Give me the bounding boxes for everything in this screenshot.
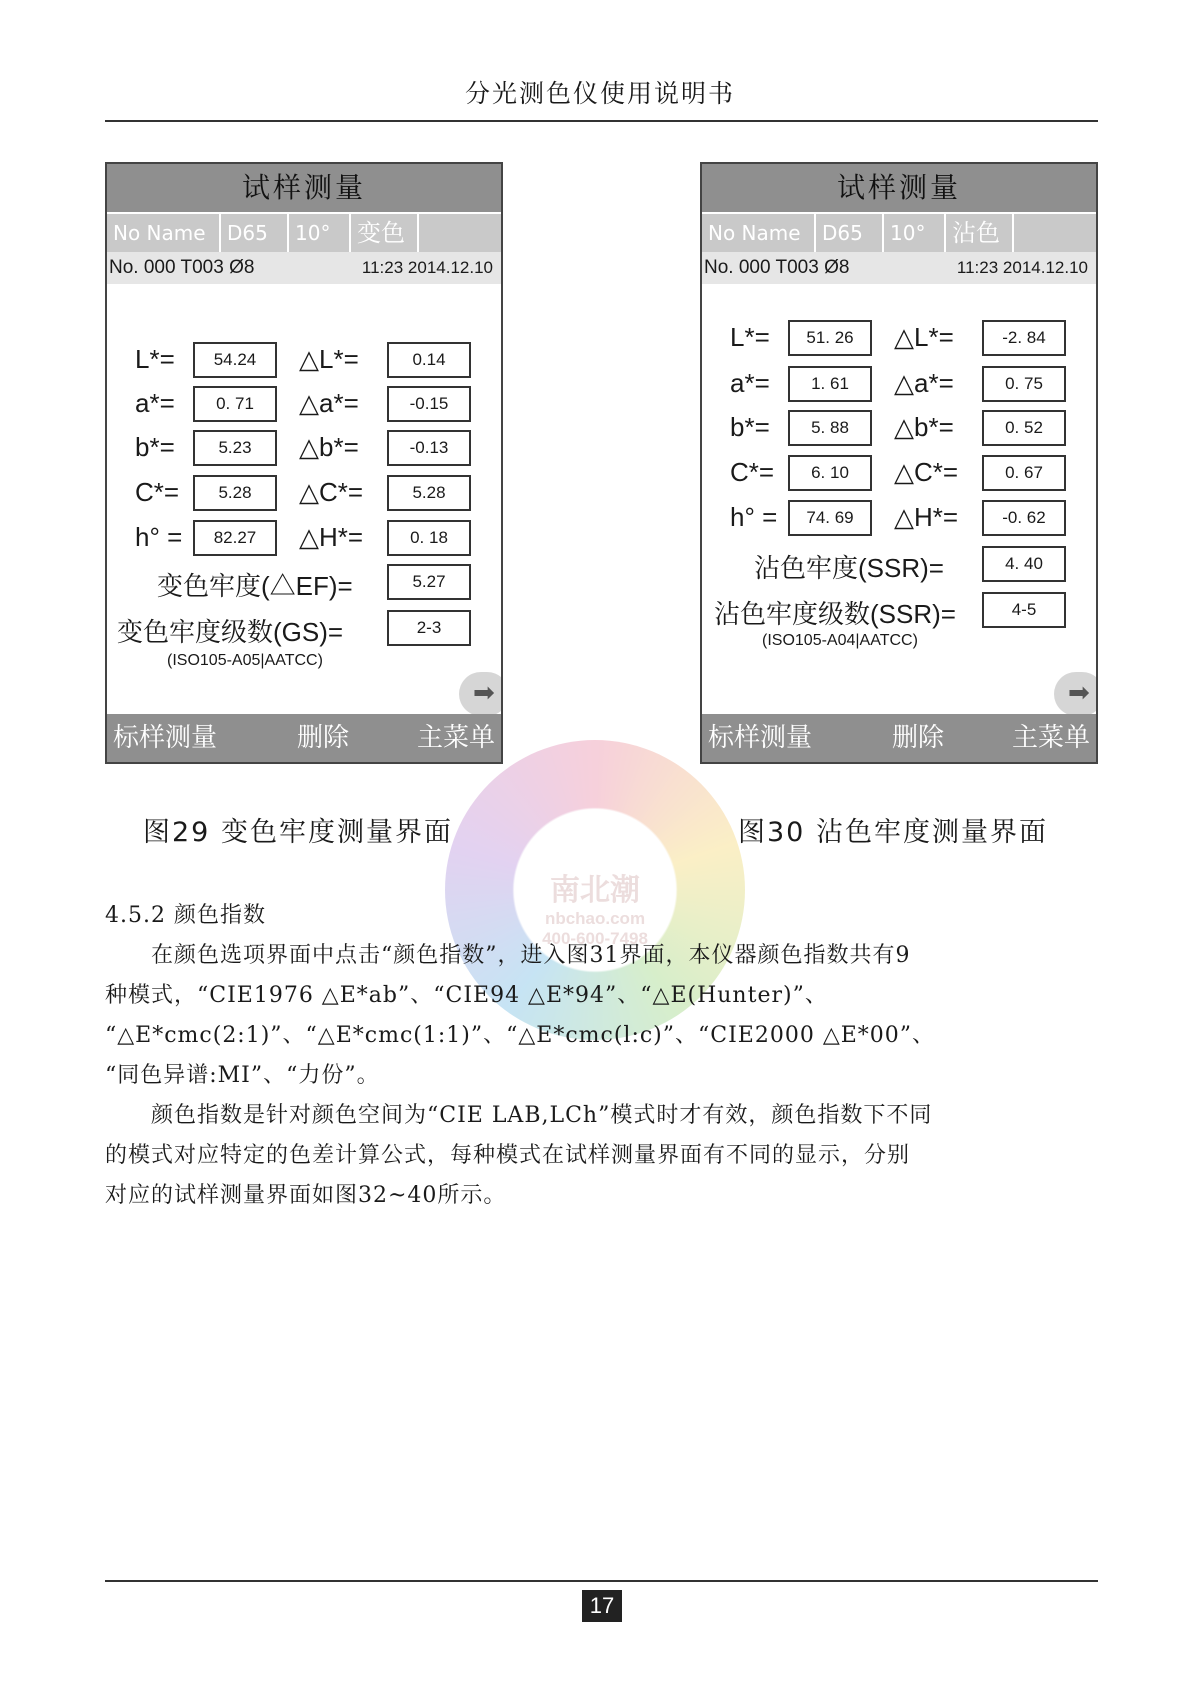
standard-measure-button[interactable]: 标样测量 — [708, 723, 813, 753]
tab-illuminant[interactable]: D65 — [221, 214, 289, 252]
da-label: △a*= — [894, 368, 954, 398]
dh-value: 0. 18 — [387, 520, 471, 556]
fastness-label: 变色牢度(△EF)= — [157, 571, 353, 601]
da-value: 0. 75 — [982, 366, 1066, 402]
l-value: 54.24 — [193, 342, 277, 378]
dc-label: △C*= — [894, 457, 959, 487]
a-label: a*= — [135, 388, 175, 418]
info-bar — [702, 252, 1096, 284]
b-label: b*= — [135, 432, 175, 462]
paragraph-line: 种模式，“CIE1976 △E*ab”、“CIE94 △E*94”、“△E(Hunter)”、 — [105, 983, 828, 1008]
screen-body — [702, 284, 1096, 720]
a-label: a*= — [730, 368, 770, 398]
db-label: △b*= — [894, 412, 954, 442]
main-menu-button[interactable]: 主菜单 — [1012, 723, 1091, 753]
footer-rule — [105, 1580, 1098, 1582]
tab-name[interactable]: No Name — [107, 214, 221, 252]
main-menu-button[interactable]: 主菜单 — [417, 723, 496, 753]
tab-illuminant[interactable]: D65 — [816, 214, 884, 252]
watermark-phone: 400-600-7498 — [542, 929, 648, 948]
b-value: 5. 88 — [788, 410, 872, 446]
h-label: h° = — [730, 502, 778, 532]
dh-value: -0. 62 — [982, 500, 1066, 536]
dc-value: 5.28 — [387, 475, 471, 511]
tab-observer[interactable]: 10° — [289, 214, 351, 252]
db-label: △b*= — [299, 432, 359, 462]
watermark-site: nbchao.com — [544, 909, 646, 928]
l-value: 51. 26 — [788, 320, 872, 356]
h-value: 74. 69 — [788, 500, 872, 536]
grade-value: 2-3 — [387, 610, 471, 646]
da-label: △a*= — [299, 388, 359, 418]
screen-title: 试样测量 — [107, 164, 501, 212]
h-label: h° = — [135, 522, 183, 552]
screen-body — [107, 284, 501, 720]
dl-value: 0.14 — [387, 342, 471, 378]
screen-footer — [107, 714, 501, 762]
tab-name[interactable]: No Name — [702, 214, 816, 252]
page-number: 17 — [582, 1590, 622, 1622]
dl-value: -2. 84 — [982, 320, 1066, 356]
figure30-screen — [700, 162, 1098, 764]
l-label: L*= — [135, 344, 175, 374]
dc-label: △C*= — [299, 477, 364, 507]
arrow-right-icon: ➡ — [473, 678, 495, 708]
c-value: 5.28 — [193, 475, 277, 511]
dc-value: 0. 67 — [982, 455, 1066, 491]
timestamp: 11:23 2014.12.10 — [361, 258, 493, 277]
sample-info: No. 000 T003 Ø8 — [704, 257, 850, 278]
b-label: b*= — [730, 412, 770, 442]
screen-footer — [702, 714, 1096, 762]
paragraph-line: “△E*cmc(2:1)”、“△E*cmc(1:1)”、“△E*cmc(l:c)”、“CIE2000 △E*00”、 — [105, 1023, 936, 1048]
delete-button[interactable]: 删除 — [297, 723, 350, 753]
grade-label: 变色牢度级数(GS)= — [117, 617, 344, 647]
next-arrow-button[interactable] — [459, 672, 503, 716]
figure29-screen — [105, 162, 503, 764]
paragraph-line: 的模式对应特定的色差计算公式，每种模式在试样测量界面有不同的显示，分别 — [105, 1143, 911, 1168]
b-value: 5.23 — [193, 430, 277, 466]
a-value: 1. 61 — [788, 366, 872, 402]
document-header: 分光测色仪使用说明书 — [464, 79, 735, 108]
dh-label: △H*= — [299, 522, 364, 552]
fastness-value: 5.27 — [387, 564, 471, 600]
grade-value: 4-5 — [982, 592, 1066, 628]
standard-note: (ISO105-A05|AATCC) — [167, 652, 323, 669]
figure29-caption: 图29 变色牢度测量界面 — [143, 817, 453, 848]
screen-tabs — [107, 212, 501, 252]
section-heading: 4.5.2 颜色指数 — [105, 903, 266, 928]
dl-label: △L*= — [299, 344, 359, 374]
screen-title: 试样测量 — [702, 164, 1096, 212]
paragraph-line: “同色异谱:MI”、“力份”。 — [105, 1063, 380, 1088]
figure30-caption: 图30 沾色牢度测量界面 — [738, 817, 1048, 848]
arrow-right-icon: ➡ — [1068, 678, 1090, 708]
c-value: 6. 10 — [788, 455, 872, 491]
info-bar — [107, 252, 501, 284]
paragraph-line: 在颜色选项界面中点击“颜色指数”，进入图31界面，本仪器颜色指数共有9 — [105, 943, 911, 968]
db-value: 0. 52 — [982, 410, 1066, 446]
delete-button[interactable]: 删除 — [892, 723, 945, 753]
l-label: L*= — [730, 322, 770, 352]
h-value: 82.27 — [193, 520, 277, 556]
standard-note: (ISO105-A04|AATCC) — [762, 632, 918, 649]
dh-label: △H*= — [894, 502, 959, 532]
fastness-value: 4. 40 — [982, 546, 1066, 582]
dl-label: △L*= — [894, 322, 954, 352]
tab-mode[interactable]: 沾色 — [946, 214, 1014, 252]
next-arrow-button[interactable] — [1054, 672, 1098, 716]
tab-observer[interactable]: 10° — [884, 214, 946, 252]
paragraph-line: 对应的试样测量界面如图32~40所示。 — [105, 1183, 507, 1208]
timestamp: 11:23 2014.12.10 — [956, 258, 1088, 277]
c-label: C*= — [730, 457, 775, 487]
header-rule — [105, 120, 1098, 122]
paragraph-line: 颜色指数是针对颜色空间为“CIE LAB,LCh”模式时才有效，颜色指数下不同 — [105, 1103, 933, 1128]
db-value: -0.13 — [387, 430, 471, 466]
standard-measure-button[interactable]: 标样测量 — [113, 723, 218, 753]
c-label: C*= — [135, 477, 180, 507]
watermark-brand: 南北潮 — [550, 874, 640, 907]
tab-mode[interactable]: 变色 — [351, 214, 419, 252]
grade-label: 沾色牢度级数(SSR)= — [714, 599, 956, 629]
fastness-label: 沾色牢度(SSR)= — [754, 553, 944, 583]
a-value: 0. 71 — [193, 386, 277, 422]
screen-tabs — [702, 212, 1096, 252]
da-value: -0.15 — [387, 386, 471, 422]
sample-info: No. 000 T003 Ø8 — [109, 257, 255, 278]
